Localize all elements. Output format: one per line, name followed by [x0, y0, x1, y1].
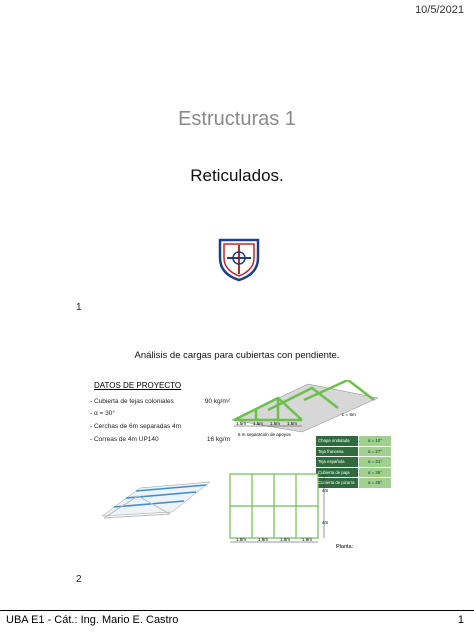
plan-dim: 1.8m [280, 537, 291, 542]
project-data-row [90, 398, 230, 405]
project-data-row [90, 410, 230, 417]
row-label: - Cubierta de tejas coloniales [90, 398, 174, 405]
footer-course-label: UBA E1 - Cát.: Ing. Mario E. Castro [6, 614, 179, 626]
print-date: 10/5/2021 [415, 4, 464, 16]
footer-page-number: 1 [457, 614, 464, 626]
plan-dim: 1.8m [236, 537, 247, 542]
plan-dim: 1.8m [302, 537, 313, 542]
project-data-row [90, 423, 230, 430]
plan-dim: 4m [322, 488, 329, 493]
truss-span-label: 6 m separación de apoyos [238, 432, 291, 437]
cover-name: Cubierta de paja [316, 468, 358, 478]
plan-dim: 4m [322, 520, 329, 525]
cover-name: Cubierta de pizarra [316, 478, 358, 488]
truss-dim: 1.5m [287, 421, 298, 426]
table-row [316, 436, 392, 446]
slide-title: Estructuras 1 [178, 108, 296, 130]
project-data-heading: DATOS DE PROYECTO [94, 381, 182, 390]
truss-diagram [228, 380, 388, 440]
plan-dim: 1.8m [258, 537, 269, 542]
row-value: 90 kg/m² [204, 398, 230, 405]
cover-angle: α = 27° [359, 447, 391, 457]
slide-heading: Análisis de cargas para cubiertas con pendiente. [134, 350, 340, 361]
slide-number: 2 [76, 574, 82, 585]
cover-name: Chapa ondulada [316, 436, 358, 446]
university-shield-logo [216, 236, 262, 282]
row-label: - Cerchas de 6m separadas 4m [90, 423, 182, 430]
cover-angle: α = 31° [359, 457, 391, 467]
footer-divider [0, 610, 474, 611]
cover-name: Teja francesa [316, 447, 358, 457]
roof-perspective-diagram [100, 476, 212, 522]
plan-view-diagram [228, 472, 334, 544]
row-label: - α = 30° [90, 410, 115, 417]
cover-angle: α = 35° [359, 468, 391, 478]
truss-dim: 1.5m [270, 421, 281, 426]
project-data-row [90, 436, 230, 443]
table-row [316, 457, 392, 467]
truss-dim: 1.5m [253, 421, 264, 426]
table-row [316, 447, 392, 457]
cover-name: Teja española [316, 457, 358, 467]
row-value: 16 kg/m [206, 436, 230, 443]
row-label: - Correas de 4m UP140 [90, 436, 159, 443]
truss-dim: 1.5m [236, 421, 247, 426]
plan-label: Planta: [336, 544, 354, 550]
truss-length-label: L = 6m [342, 412, 356, 417]
slide-subtitle: Reticulados. [190, 166, 284, 185]
cover-angle: α = 10° [359, 436, 391, 446]
slide-number: 1 [76, 302, 82, 313]
cover-angle: α = 45° [359, 478, 391, 488]
